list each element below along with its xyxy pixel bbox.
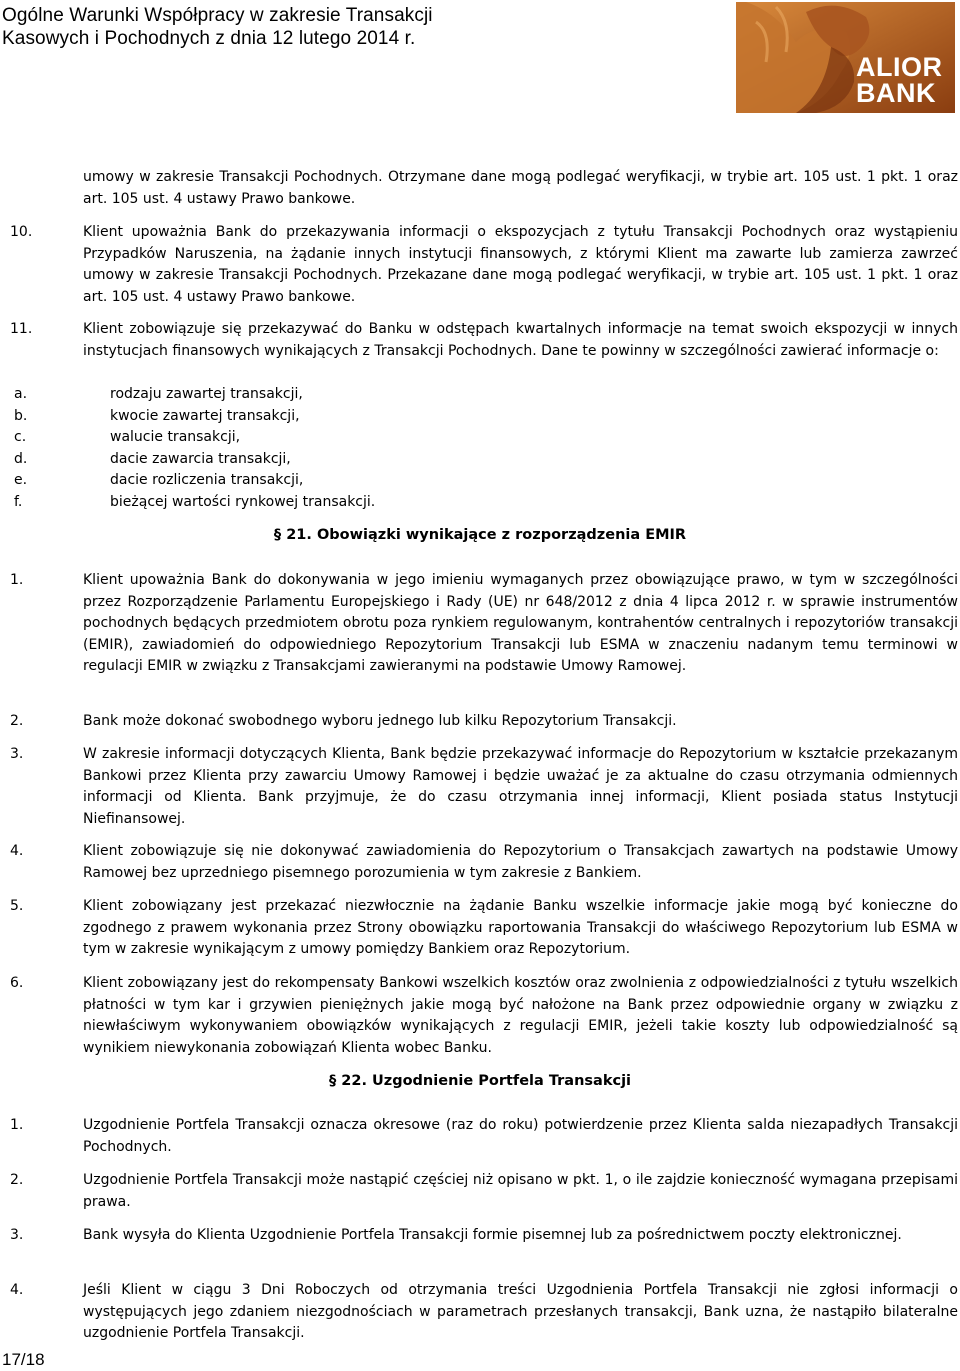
section-title-22: § 22. Uzgodnienie Portfela Transakcji	[328, 1073, 632, 1089]
header-title-line1: Ogólne Warunki Współpracy w zakresie Transakcji	[2, 5, 433, 26]
list-item	[0, 470, 960, 492]
logo-text	[856, 54, 943, 106]
section21-item-1	[0, 570, 958, 678]
paragraph-number: 4.	[10, 1282, 24, 1298]
section-title-21: § 21. Obowiązki wynikające z rozporządzenia EMIR	[273, 527, 687, 543]
paragraph-number: 6.	[10, 975, 24, 991]
paragraph-text: Klient zobowiązany jest do rekompensaty Bankowi wszelkich kosztów oraz zwolnienia z odpowiedzialności z tytułu wszelkich płatności w tym kar i grzywien pieniężnych jakie mogą być nałożone na Bank przez odpowiednie organy w związku z niewłaściwym wykonywaniem obowiązków wynikających z regulacji EMIR, jeżeli takie koszty lub odpowiedzialność są wynikiem niewykonania zobowiązań Klienta wobec Banku.	[83, 975, 958, 1056]
paragraph-text: W zakresie informacji dotyczących Klienta, Bank będzie przekazywać informacje do Repozytorium w kształcie przekazanym Bankowi przez Klienta przy zawarciu Umowy Ramowej i będzie uważać je za aktualne do czasu otrzymania odmiennych informacji od Klienta. Bank przyjmuje, że do czasu otrzymania innej informacji, Klient posiada status Instytucji Niefinansowej.	[83, 746, 958, 827]
list-item	[0, 384, 960, 406]
paragraph-11	[0, 319, 958, 362]
paragraph-number: 3.	[10, 746, 24, 762]
intro-text: umowy w zakresie Transakcji Pochodnych. Otrzymane dane mogą podlegać weryfikacji, w trybie art. 105 ust. 1 pkt. 1 oraz art. 105 ust. 4 ustawy Prawo bankowe.	[83, 169, 958, 207]
page-number: 17/18	[2, 1350, 45, 1369]
list-letter: a.	[14, 386, 28, 402]
paragraph-number: 4.	[10, 843, 24, 859]
paragraph-text: Klient zobowiązany jest przekazać niezwłocznie na żądanie Banku wszelkie informacje jakie mogą być konieczne do zgodnego z prawem wykonania przez Strony obowiązku raportowania Transakcji do właściwego Repozytorium lub ESMA w tym w zakresie wynikającym z umowy pomiędzy Bankiem oraz Repozytorium.	[83, 898, 958, 958]
intro-paragraph	[0, 167, 958, 210]
paragraph-10	[0, 222, 958, 308]
section21-item-3	[0, 744, 958, 830]
list-text: bieżącej wartości rynkowej transakcji.	[110, 494, 376, 510]
list-text: kwocie zawartej transakcji,	[110, 407, 300, 424]
paragraph-number: 2.	[10, 713, 24, 729]
paragraph-text: Klient upoważnia Bank do dokonywania w jego imieniu wymaganych przez obowiązujące prawo, w tym w szczególności przez Rozporządzenie Parlamentu Europejskiego i Rady (UE) nr 648/2012 z dnia 4 lipca 2012 r. w sprawie instrumentów pochodnych będących przedmiotem obrotu poza rynkiem regulowanym, kontrahentów centralnych i repozytoriów transakcji (EMIR), zawiadomień do odpowiedniego Repozytorium Transakcji lub ESMA w znaczeniu nadanym temu terminowi w regulacji EMIR w związku z Transakcjami zawieranymi na podstawie Umowy Ramowej.	[83, 572, 958, 675]
section22-item-2	[0, 1170, 958, 1213]
list-letter: f.	[14, 494, 23, 510]
paragraph-number: 1.	[10, 1117, 24, 1133]
list-text: rodzaju zawartej transakcji,	[110, 386, 303, 402]
paragraph-text: Bank wysyła do Klienta Uzgodnienie Portfela Transakcji formie pisemnej lub za pośrednictwem poczty elektronicznej.	[83, 1227, 902, 1243]
list-text: dacie zawarcia transakcji,	[110, 450, 291, 467]
paragraph-text: Klient zobowiązuje się przekazywać do Banku w odstępach kwartalnych informacje na temat swoich ekspozycji w innych instytucjach finansowych wynikających z Transakcji Pochodnych. Dane te powinny w szczególności zawierać informacje o:	[83, 321, 958, 359]
section22-item-3	[0, 1225, 958, 1247]
logo-text-line2: BANK	[856, 78, 936, 108]
paragraph-text: Uzgodnienie Portfela Transakcji może nastąpić częściej niż opisano w pkt. 1, o ile zajdzie konieczność wymagana przepisami prawa.	[83, 1172, 958, 1210]
list-text: walucie transakcji,	[110, 429, 241, 446]
list-item	[0, 406, 960, 428]
list-letter: b.	[14, 407, 28, 424]
list-item	[0, 427, 960, 449]
paragraph-number: 10.	[10, 224, 33, 240]
logo-text-line1: ALIOR	[856, 52, 943, 82]
paragraph-number: 11.	[10, 321, 33, 337]
list-letter: c.	[14, 429, 27, 446]
document-header-title	[2, 4, 702, 50]
paragraph-number: 3.	[10, 1227, 24, 1243]
paragraph-number: 5.	[10, 898, 24, 914]
list-letter: e.	[14, 472, 28, 489]
paragraph-number: 2.	[10, 1172, 24, 1188]
paragraph-number: 1.	[10, 572, 24, 588]
list-item	[0, 449, 960, 471]
paragraph-text: Jeśli Klient w ciągu 3 Dni Roboczych od otrzymania treści Uzgodnienia Portfela Transakcji nie zgłosi informacji o występujących jego zdaniem niezgodnościach w parametrach przesłanych transakcji, Bank uzna, że nastąpiło bilateralne uzgodnienie Portfela Transakcji.	[83, 1282, 958, 1342]
list-text: dacie rozliczenia transakcji,	[110, 472, 304, 489]
list-letter: d.	[14, 450, 28, 467]
paragraph-text: Klient upoważnia Bank do przekazywania informacji o ekspozycjach z tytułu Transakcji Pochodnych oraz wystąpieniu Przypadków Naruszenia, na żądanie innych instytucji finansowych, z którymi Klient ma zawarte lub zamierza zawrzeć umowy w zakresie Transakcji Pochodnych. Przekazane dane mogą podlegać weryfikacji, w trybie art. 105 ust. 1 pkt. 1 oraz art. 105 ust. 4 ustawy Prawo bankowe.	[83, 224, 958, 305]
alior-bank-logo	[736, 2, 955, 113]
paragraph-text: Bank może dokonać swobodnego wyboru jednego lub kilku Repozytorium Transakcji.	[83, 713, 677, 729]
section21-item-6	[0, 973, 958, 1059]
header-title-line2: Kasowych i Pochodnych z dnia 12 lutego 2014 r.	[2, 28, 416, 49]
section21-item-2	[0, 711, 958, 733]
section22-item-1	[0, 1115, 958, 1158]
section21-item-5	[0, 896, 958, 961]
list-item	[0, 492, 960, 514]
paragraph-text: Uzgodnienie Portfela Transakcji oznacza okresowe (raz do roku) potwierdzenie przez Klienta salda niezapadłych Transakcji Pochodnych.	[83, 1117, 958, 1155]
section22-item-4	[0, 1280, 958, 1345]
paragraph-text: Klient zobowiązuje się nie dokonywać zawiadomienia do Repozytorium o Transakcjach zawartych na podstawie Umowy Ramowej bez uprzedniego pisemnego porozumienia w tym zakresie z Bankiem.	[83, 843, 958, 881]
section21-item-4	[0, 841, 958, 884]
